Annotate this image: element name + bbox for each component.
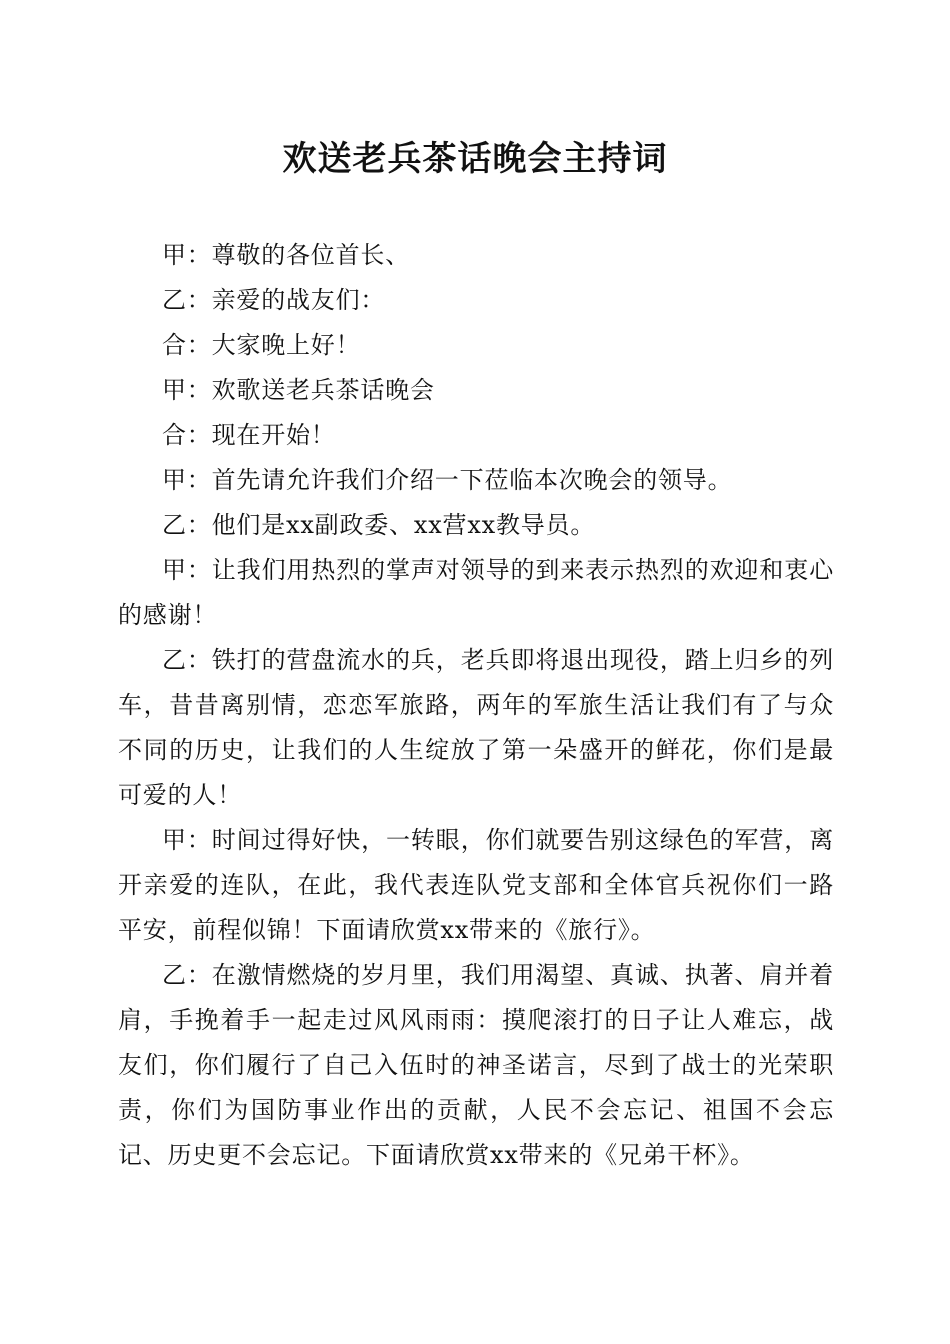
paragraph: 甲：欢歌送老兵茶话晚会: [162, 376, 435, 404]
paragraph: 乙：亲爱的战友们：: [162, 286, 386, 314]
paragraph: 乙：铁打的营盘流水的兵，老兵即将退出现役，踏上归乡的列车，昔昔离别情，恋恋军旅路，两年的军旅生活让我们有了与众不同的历史，让我们的人生绽放了第一朵盛开的鲜花，你们是最可爱的人！: [118, 646, 834, 809]
paragraph: 甲：时间过得好快，一转眼，你们就要告别这绿色的军营，离开亲爱的连队，在此，我代表连队党支部和全体官兵祝你们一路平安，前程似锦！下面请欣赏xx带来的《旅行》。: [118, 826, 834, 944]
paragraph: 合：现在开始！: [162, 421, 336, 449]
document-body: [118, 233, 834, 1178]
paragraph: 乙：在激情燃烧的岁月里，我们用渴望、真诚、执著、肩并着肩，手挽着手一起走过风风雨雨：摸爬滚打的日子让人难忘，战友们，你们履行了自己入伍时的神圣诺言，尽到了战士的光荣职责，你们为国防事业作出的贡献，人民不会忘记、祖国不会忘记、历史更不会忘记。下面请欣赏xx带来的《兄弟干杯》。: [118, 961, 834, 1169]
paragraph: 合：大家晚上好！: [162, 331, 361, 359]
document-title: 欢送老兵茶话晚会主持词: [282, 139, 668, 179]
paragraph: 甲：尊敬的各位首长、: [162, 241, 410, 269]
paragraph: 乙：他们是xx副政委、xx营xx教导员。: [162, 511, 596, 539]
paragraph: 甲：让我们用热烈的掌声对领导的到来表示热烈的欢迎和衷心的感谢！: [118, 556, 834, 629]
paragraph: 甲：首先请允许我们介绍一下莅临本次晚会的领导。: [162, 466, 733, 494]
